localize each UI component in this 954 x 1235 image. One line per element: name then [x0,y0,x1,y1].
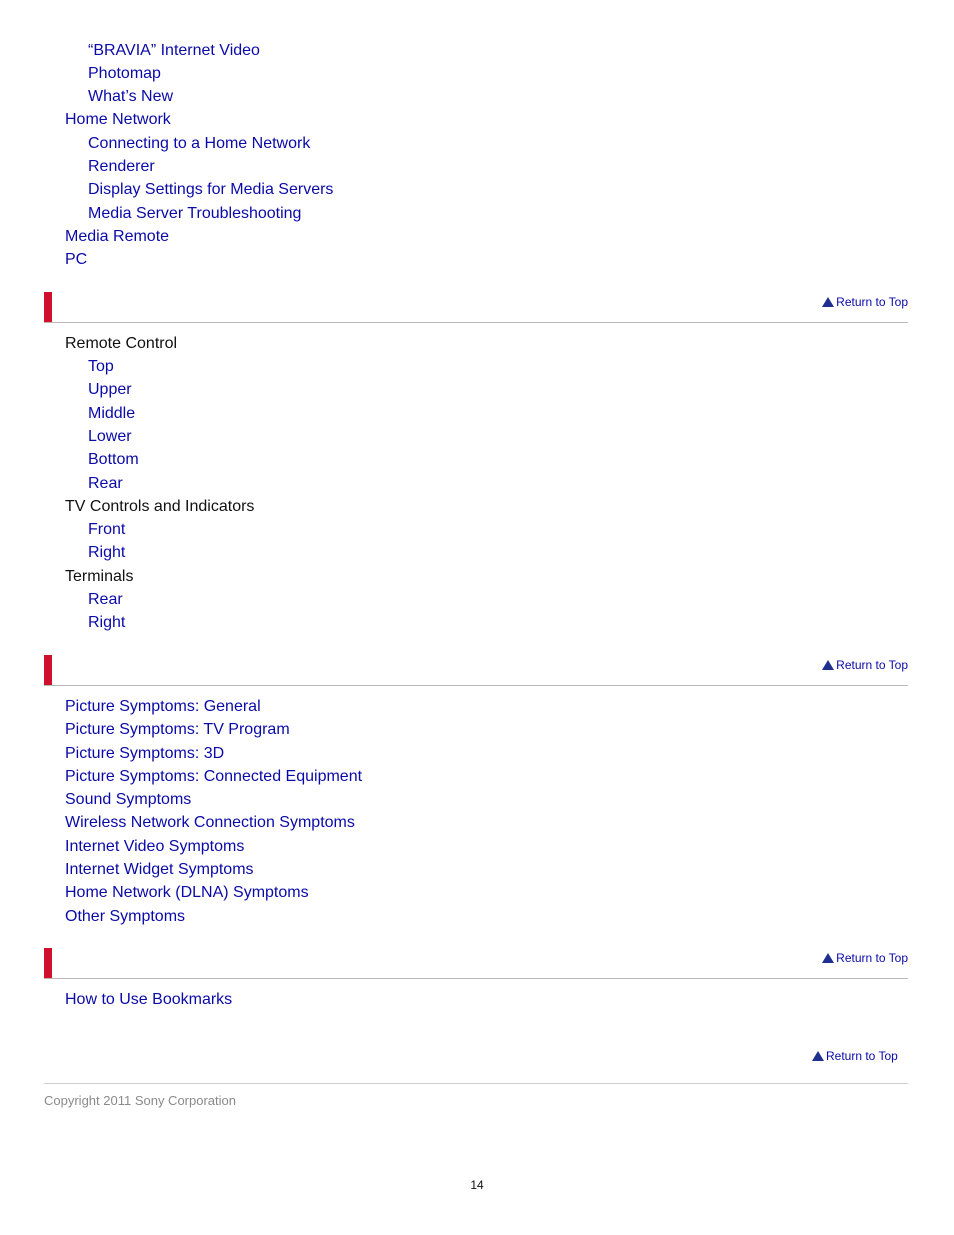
link-other-symptoms[interactable]: Other Symptoms [65,908,186,925]
link-connecting-home-network[interactable]: Connecting to a Home Network [88,135,311,152]
link-remote-upper[interactable]: Upper [88,381,132,398]
link-tv-right[interactable]: Right [88,544,126,561]
return-to-top-link[interactable] [822,295,908,309]
page-number: 14 [470,1178,484,1192]
triangle-up-icon [812,1051,824,1061]
link-remote-rear[interactable]: Rear [88,475,123,492]
return-to-top-label: Return to Top [836,295,908,309]
link-terminals-right[interactable]: Right [88,614,126,631]
heading-tv-controls-indicators: TV Controls and Indicators [65,498,255,515]
section-marker [44,948,52,978]
link-picture-symptoms-general[interactable]: Picture Symptoms: General [65,698,261,715]
link-tv-front[interactable]: Front [88,521,126,538]
return-to-top-link[interactable] [822,951,908,965]
link-photomap[interactable]: Photomap [88,65,161,82]
heading-remote-control: Remote Control [65,335,178,352]
return-to-top-link[interactable] [822,658,908,672]
link-internet-video-symptoms[interactable]: Internet Video Symptoms [65,838,245,855]
section-divider [44,655,908,686]
link-remote-top[interactable]: Top [88,358,114,375]
link-bravia-internet-video[interactable]: “BRAVIA” Internet Video [88,42,260,59]
link-picture-symptoms-3d[interactable]: Picture Symptoms: 3D [65,745,225,762]
heading-terminals: Terminals [65,568,134,585]
link-wireless-network-symptoms[interactable]: Wireless Network Connection Symptoms [65,814,355,831]
link-remote-bottom[interactable]: Bottom [88,451,139,468]
link-pc[interactable]: PC [65,251,88,268]
return-to-top-label: Return to Top [836,658,908,672]
link-display-settings-media-servers[interactable]: Display Settings for Media Servers [88,181,334,198]
link-media-server-troubleshooting[interactable]: Media Server Troubleshooting [88,205,302,222]
triangle-up-icon [822,297,834,307]
link-whats-new[interactable]: What’s New [88,88,174,105]
link-home-network-dlna-symptoms[interactable]: Home Network (DLNA) Symptoms [65,884,309,901]
link-media-remote[interactable]: Media Remote [65,228,170,245]
return-to-top-label: Return to Top [836,951,908,965]
link-sound-symptoms[interactable]: Sound Symptoms [65,791,192,808]
link-home-network[interactable]: Home Network [65,111,171,128]
return-to-top-link[interactable] [812,1049,898,1063]
section-marker [44,655,52,685]
section-marker [44,292,52,322]
footer-divider [44,1083,908,1084]
link-internet-widget-symptoms[interactable]: Internet Widget Symptoms [65,861,254,878]
link-terminals-rear[interactable]: Rear [88,591,123,608]
link-picture-symptoms-tv-program[interactable]: Picture Symptoms: TV Program [65,721,290,738]
link-remote-middle[interactable]: Middle [88,405,136,422]
link-how-to-use-bookmarks[interactable]: How to Use Bookmarks [65,991,233,1008]
section-divider [44,948,908,979]
triangle-up-icon [822,660,834,670]
triangle-up-icon [822,953,834,963]
return-to-top-label: Return to Top [826,1049,898,1063]
link-remote-lower[interactable]: Lower [88,428,132,445]
section-divider [44,292,908,323]
link-picture-symptoms-connected-equipment[interactable]: Picture Symptoms: Connected Equipment [65,768,363,785]
copyright-text: Copyright 2011 Sony Corporation [44,1093,236,1108]
link-renderer[interactable]: Renderer [88,158,155,175]
